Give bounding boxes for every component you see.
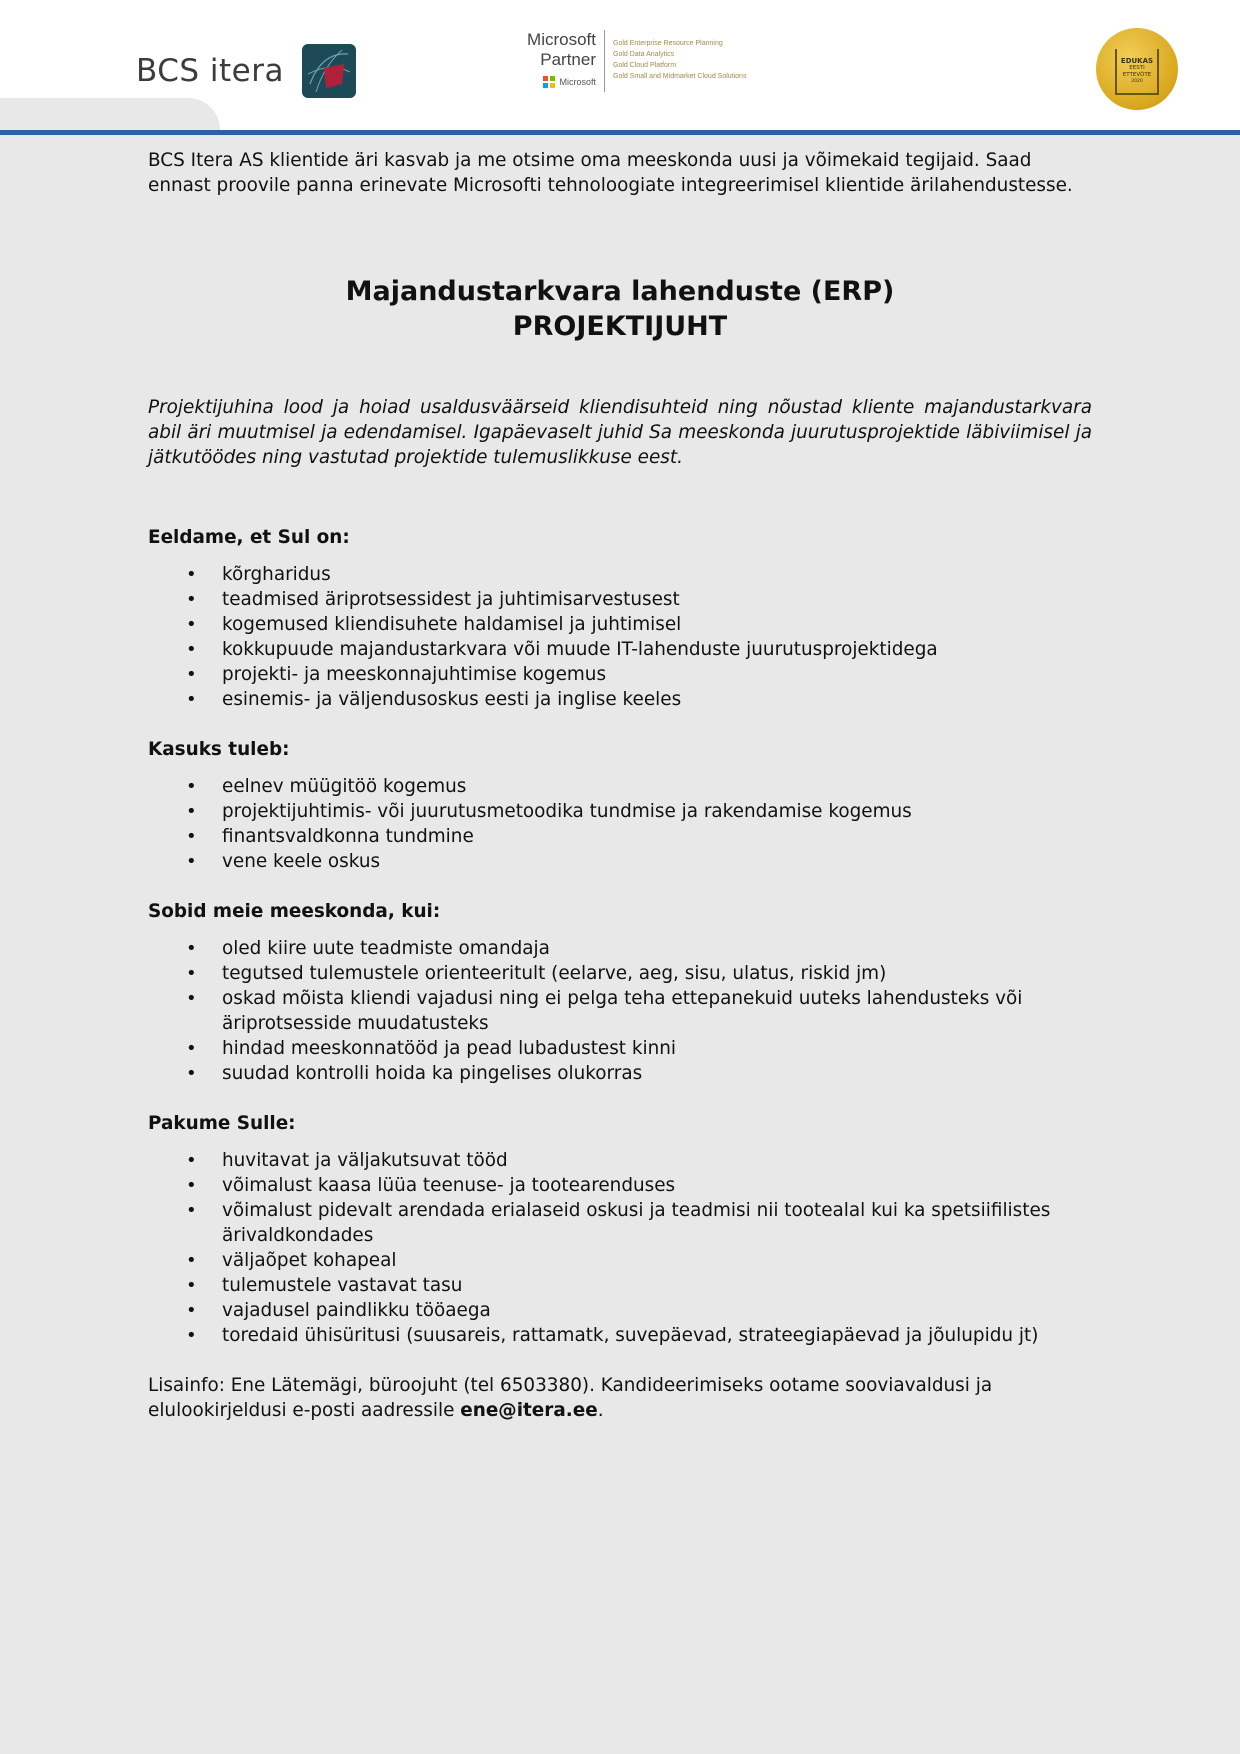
badge-line2: EESTI (1129, 65, 1145, 71)
badge-line1: EDUKAS (1120, 57, 1154, 65)
list-item: • projekti- ja meeskonnajuhtimise kogemus (148, 662, 1092, 687)
list-item: • eelnev müügitöö kogemus (148, 774, 1092, 799)
microsoft-partner-logo (516, 30, 746, 92)
section-list (148, 936, 1092, 1086)
list-item: • kõrgharidus (148, 562, 1092, 587)
job-posting (148, 148, 1092, 1421)
section-list (148, 1148, 1092, 1348)
competency-item: Gold Data Analytics (613, 51, 675, 58)
header-curve (0, 98, 220, 130)
competency-item: Gold Small and Midmarket Cloud Solutions (613, 73, 747, 80)
role-description: Projektijuhina lood ja hoiad usaldusväärseid kliendisuhteid ning nõustad kliente majandustarkvara abil äri muutmisel ja edendamisel. Igapäevaselt juhid Sa meeskonda juurutusprojektide läbiviimisel ja jätkutöödes ning vastutad projektide tulemuslikkuse eest. (148, 397, 1092, 468)
edukas-badge (1096, 28, 1178, 110)
competency-item: Gold Enterprise Resource Planning (613, 40, 723, 47)
badge-shield (1115, 49, 1159, 95)
partner-line1: Microsoft (527, 30, 596, 49)
list-item: • vajadusel paindlikku tööaega (148, 1298, 1092, 1323)
list-item: • huvitavat ja väljakutsuvat tööd (148, 1148, 1092, 1173)
list-item: • võimalust pidevalt arendada erialaseid oskusi ja teadmisi nii tootealal kui ka spetsiifilistes ärivaldkondades (148, 1198, 1092, 1248)
list-item: • vene keele oskus (148, 849, 1092, 874)
list-item: • väljaõpet kohapeal (148, 1248, 1092, 1273)
list-item: • teadmised äriprotsessidest ja juhtimisarvestusest (148, 587, 1092, 612)
partner-small-label: Microsoft (559, 77, 596, 87)
job-title (148, 274, 1092, 344)
list-item: • võimalust kaasa lüüa teenuse- ja tootearenduses (148, 1173, 1092, 1198)
section-heading: Kasuks tuleb: (148, 739, 290, 760)
section-heading: Eeldame, et Sul on: (148, 527, 350, 548)
competency-list (613, 30, 746, 92)
company-logo-text: BCS itera (136, 53, 284, 89)
list-item: • suudad kontrolli hoida ka pingelises olukorras (148, 1061, 1092, 1086)
itera-logo-icon (302, 44, 356, 98)
badge-year: 2020 (1131, 79, 1143, 84)
requirements-sections (148, 525, 1092, 1423)
section-heading: Pakume Sulle: (148, 1113, 296, 1134)
badge-line3: ETTEVÕTE (1122, 72, 1152, 78)
list-item: • finantsvaldkonna tundmine (148, 824, 1092, 849)
list-item: • kokkupuude majandustarkvara või muude IT-lahenduste juurutusprojektidega (148, 637, 1092, 662)
intro-text: BCS Itera AS klientide äri kasvab ja me otsime oma meeskonda uusi ja võimekaid tegijaid. Saad ennast proovile panna erinevate Microsofti tehnoloogiate integreerimisel klientide ärilahendustesse. (148, 150, 1073, 196)
list-item: • tegutsed tulemustele orienteeritult (eelarve, aeg, sisu, ulatus, riskid jm) (148, 961, 1092, 986)
list-item: • oled kiire uute teadmiste omandaja (148, 936, 1092, 961)
section-heading: Sobid meie meeskonda, kui: (148, 901, 441, 922)
page-header (0, 0, 1240, 130)
job-title-line2: PROJEKTIJUHT (512, 311, 728, 342)
list-item: • esinemis- ja väljendusoskus eesti ja inglise keeles (148, 687, 1092, 712)
list-item: • oskad mõista kliendi vajadusi ning ei pelga teha ettepanekuid uuteks lahendusteks või äriprotsesside muudatusteks (148, 986, 1092, 1036)
microsoft-grid-icon (543, 76, 555, 88)
contact-suffix: . (597, 1400, 604, 1421)
competency-item: Gold Cloud Platform (613, 62, 677, 69)
partner-line2: Partner (540, 50, 596, 69)
job-title-line1: Majandustarkvara lahenduste (ERP) (345, 276, 895, 307)
company-logo (136, 44, 356, 98)
header-divider (0, 130, 1240, 135)
list-item: • tulemustele vastavat tasu (148, 1273, 1092, 1298)
contact-info (148, 1373, 1092, 1423)
list-item: • toredaid ühisüritusi (suusareis, rattamatk, suvepäevad, strateegiapäevad ja jõulupidu jt) (148, 1323, 1092, 1348)
partner-divider (604, 30, 605, 92)
list-item: • projektijuhtimis- või juurutusmetoodika tundmise ja rakendamise kogemus (148, 799, 1092, 824)
section-list (148, 774, 1092, 874)
contact-text: Lisainfo: Ene Lätemägi, büroojuht (tel 6503380). Kandideerimiseks ootame sooviavaldusi ja elulookirjeldusi e-posti aadressile (148, 1375, 993, 1421)
list-item: • hindad meeskonnatööd ja pead lubadustest kinni (148, 1036, 1092, 1061)
contact-email[interactable]: ene@itera.ee (460, 1400, 598, 1421)
section-list (148, 562, 1092, 712)
list-item: • kogemused kliendisuhete haldamisel ja juhtimisel (148, 612, 1092, 637)
